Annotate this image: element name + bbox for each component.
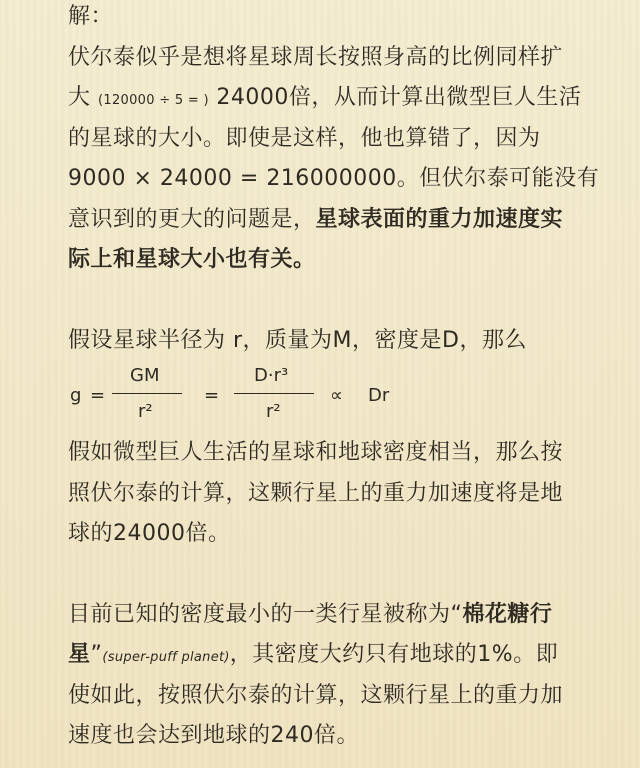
p3-line-2: 星”(super-puff planet)，其密度大约只有地球的1%。即 [68,642,559,667]
p2-line-3: 照伏尔泰的计算，这颗行星上的重力加速度将是地 [68,480,564,506]
document-body [68,0,600,757]
p2-line-1: 假设星球半径为 r，质量为M，密度是D，那么 [68,327,527,353]
p1-line-4: 9000 × 24000 = 216000000。但伏尔泰可能没有 [68,166,600,191]
paragraph-2 [68,321,588,555]
formula-g: g [70,385,82,406]
paragraph-3 [68,595,588,757]
formula-equals-1: = [90,385,106,406]
p2-line-2: 假如微型巨人生活的星球和地球密度相当，那么按 [68,440,564,465]
gravity-formula [68,361,588,433]
emphasis-gravity: 星球表面的重力加速度实 [315,206,564,232]
p2-line-4: 球的24000倍。 [68,521,231,546]
division-note: (120000 ÷ 5 = ) [98,93,209,108]
emphasis-super-puff: 棉花糖行 [462,601,553,627]
p3-line-4: 速度也会达到地球的240倍。 [68,723,359,748]
p1-line-6: 际上和星球大小也有关。 [68,247,316,272]
formula-denominator-1: r² [138,401,153,422]
p1-line-1: 伏尔泰似乎是想将星球周长按照身高的比例同样扩 [68,44,564,70]
heading: 解： [68,4,114,29]
p1-line-3: 的星球的大小。即使是这样，他也算错了，因为 [68,125,541,151]
p3-line-1: 目前已知的密度最小的一类行星被称为“棉花糖行 [68,601,553,627]
fraction-bar-1 [112,393,182,394]
formula-numerator-2: D·r³ [254,365,289,386]
formula-denominator-2: r² [266,401,281,422]
formula-proportional: ∝ [330,385,343,406]
p3-line-3: 使如此，按照伏尔泰的计算，这颗行星上的重力加 [68,682,564,708]
fraction-bar-2 [234,393,314,394]
super-puff-english: (super-puff planet) [102,650,230,665]
formula-rhs: Dr [368,385,390,406]
formula-numerator-1: GM [130,365,160,386]
formula-equals-2: = [204,385,220,406]
paragraph-1 [68,38,600,281]
p1-line-2: 大 (120000 ÷ 5 = ) 24000倍，从而计算出微型巨人生活 [68,85,582,110]
p1-line-5: 意识到的更大的问题是，星球表面的重力加速度实 [68,206,564,232]
